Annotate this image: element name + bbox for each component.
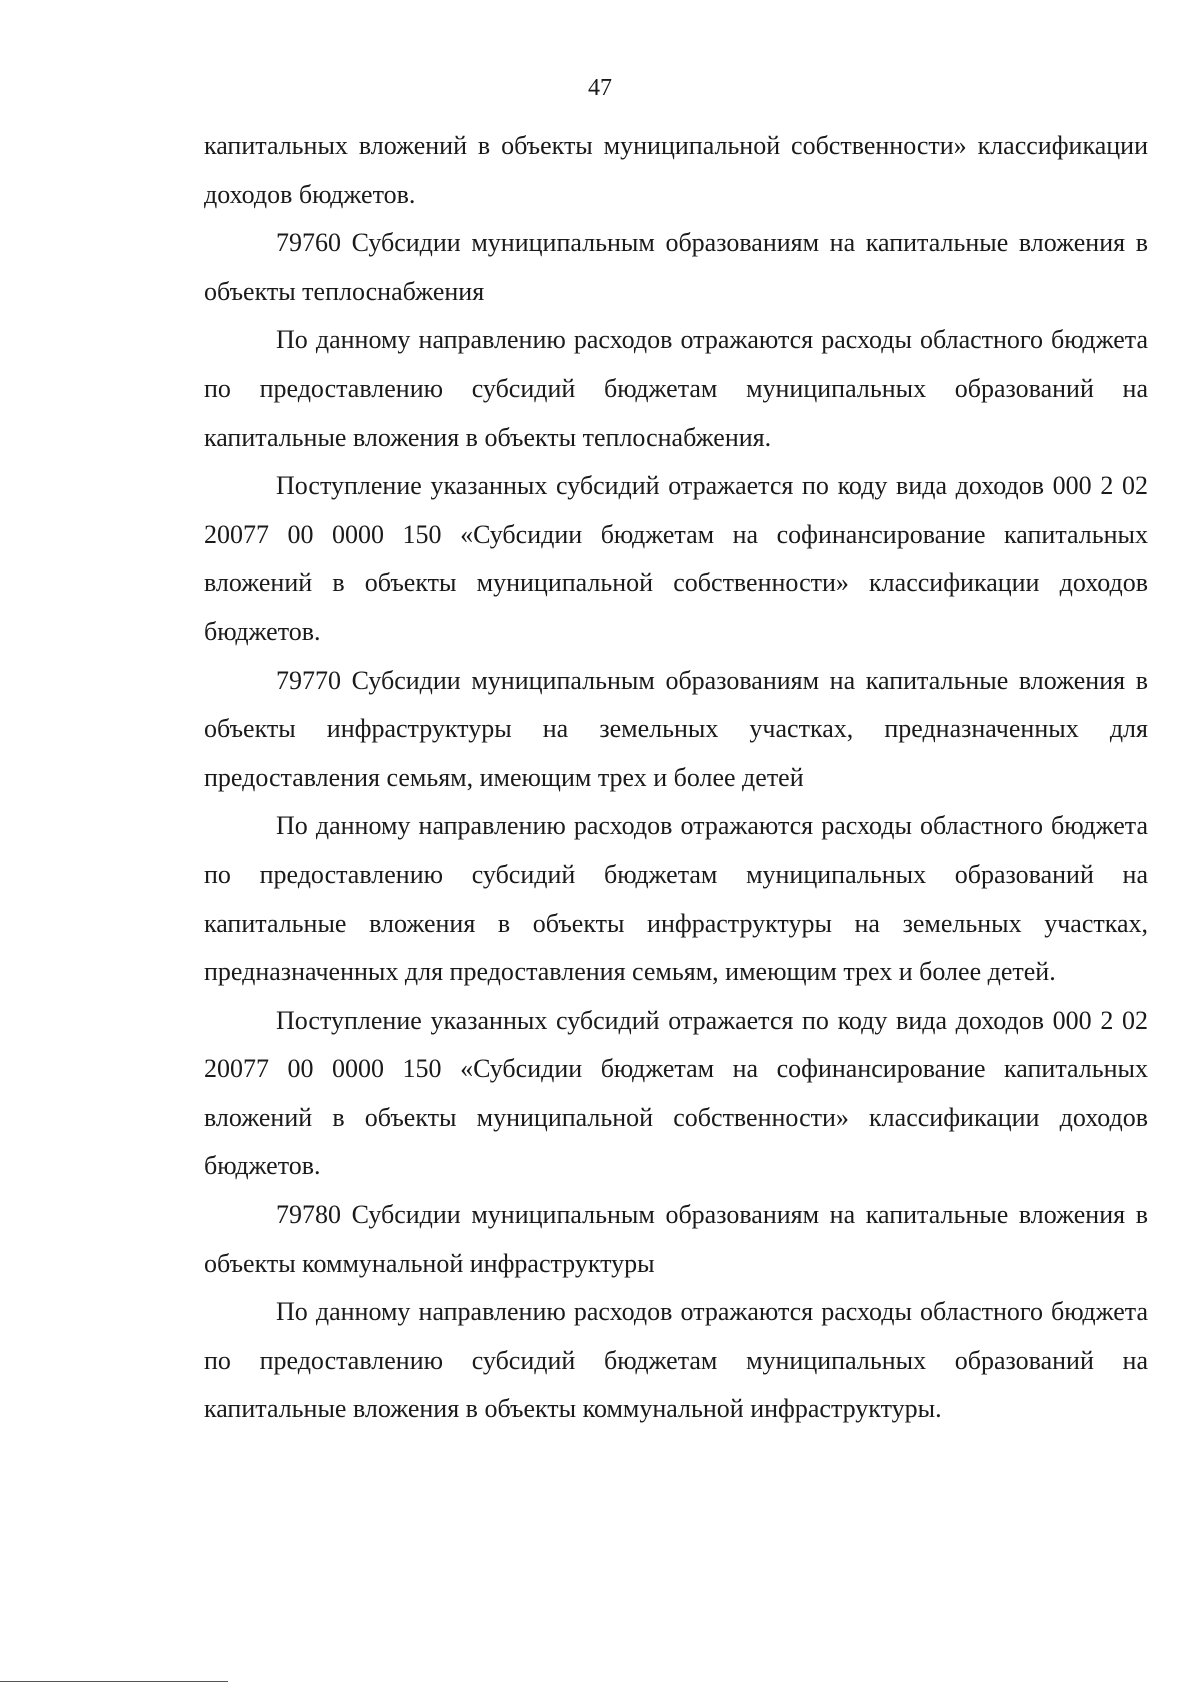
section-heading-79770: 79770 Субсидии муниципальным образованиям на капитальные вложения в объекты инфраструктуры на земельных участках, предназначенных для предоставления семьям, имеющим трех и более детей	[204, 665, 1148, 792]
paragraph: По данному направлению расходов отражаются расходы областного бюджета по предоставлению субсидий бюджетам муниципальных образований на капитальные вложения в объекты теплоснабжения.	[204, 325, 1148, 452]
section-heading-79780: 79780 Субсидии муниципальным образованиям на капитальные вложения в объекты коммунальной инфраструктуры	[204, 1200, 1148, 1278]
paragraph: По данному направлению расходов отражаются расходы областного бюджета по предоставлению субсидий бюджетам муниципальных образований на капитальные вложения в объекты инфраструктуры на земельных участках, предназначенных для предоставления семьям, имеющим трех и более детей.	[204, 811, 1148, 987]
document-body	[204, 122, 1148, 1434]
paragraph: Поступление указанных субсидий отражается по коду вида доходов 000 2 02 20077 00 0000 150 «Субсидии бюджетам на софинансирование капитальных вложений в объекты муниципальной собственности» классификации доходов бюджетов.	[204, 471, 1148, 646]
paragraph: По данному направлению расходов отражаются расходы областного бюджета по предоставлению субсидий бюджетам муниципальных образований на капитальные вложения в объекты коммунальной инфраструктуры.	[204, 1297, 1148, 1424]
scan-edge-line	[0, 1681, 228, 1682]
paragraph: Поступление указанных субсидий отражается по коду вида доходов 000 2 02 20077 00 0000 150 «Субсидии бюджетам на софинансирование капитальных вложений в объекты муниципальной собственности» классификации доходов бюджетов.	[204, 1005, 1148, 1181]
section-heading-79760: 79760 Субсидии муниципальным образованиям на капитальные вложения в объекты теплоснабжения	[204, 228, 1148, 306]
paragraph: капитальных вложений в объекты муниципальной собственности» классификации доходов бюджетов.	[204, 131, 1148, 209]
page-number: 47	[588, 75, 612, 101]
